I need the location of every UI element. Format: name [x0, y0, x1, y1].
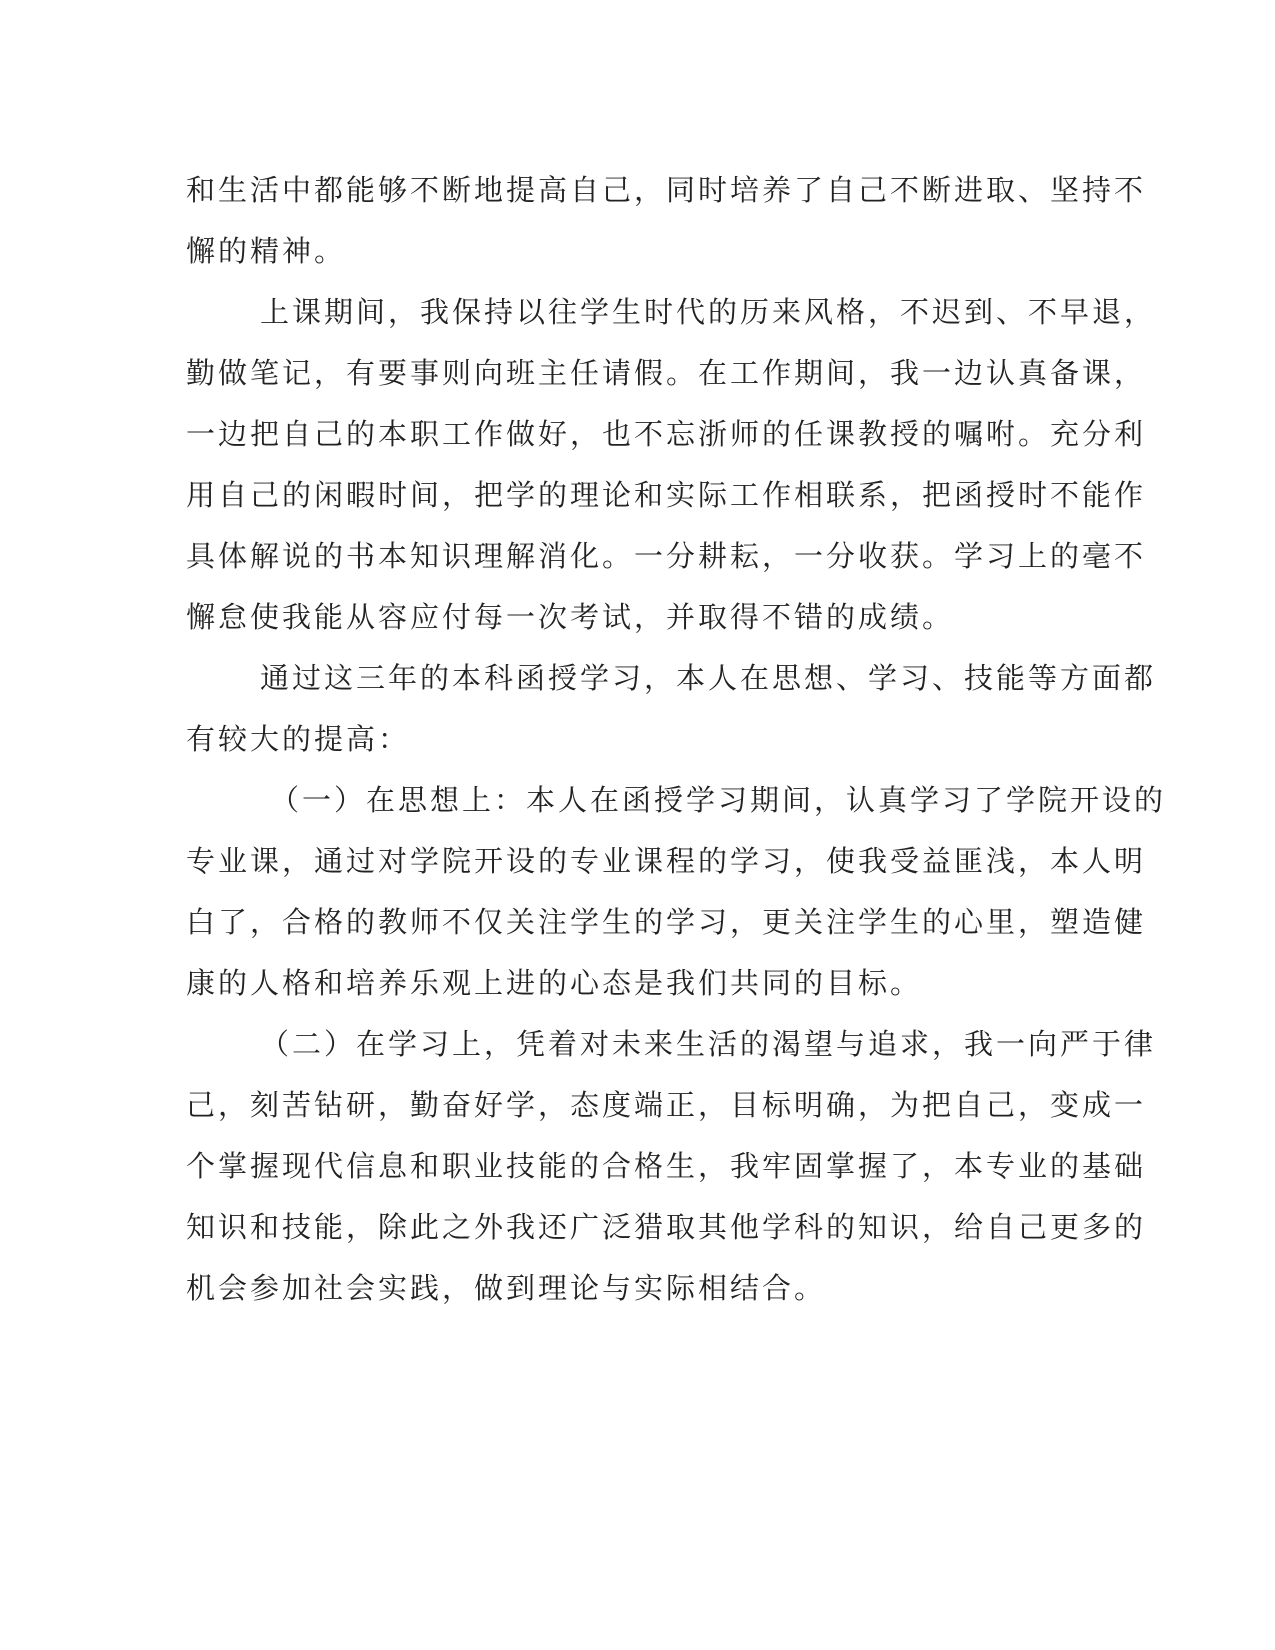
- text-line: 机会参加社会实践，做到理论与实际相结合。: [186, 1271, 827, 1305]
- text-line: 知识和技能，除此之外我还广泛猎取其他学科的知识，给自己更多的: [186, 1210, 1147, 1244]
- document-body: [186, 160, 1167, 1319]
- text-line: 己，刻苦钻研，勤奋好学，态度端正，目标明确，为把自己，变成一: [186, 1088, 1147, 1122]
- text-line: 懈怠使我能从容应付每一次考试，并取得不错的成绩。: [186, 600, 955, 634]
- text-line: 用自己的闲暇时间，把学的理论和实际工作相联系，把函授时不能作: [186, 478, 1147, 512]
- text-line: （二）在学习上，凭着对未来生活的渴望与追求，我一向严于律: [260, 1027, 1157, 1061]
- text-line: 有较大的提高：: [186, 722, 411, 756]
- text-line: （一）在思想上：本人在函授学习期间，认真学习了学院开设的: [270, 783, 1167, 817]
- text-line: 勤做笔记，有要事则向班主任请假。在工作期间，我一边认真备课，: [186, 356, 1147, 390]
- text-line: 懈的精神。: [186, 234, 347, 268]
- text-line: 白了，合格的教师不仅关注学生的学习，更关注学生的心里，塑造健: [186, 905, 1147, 939]
- text-line: 个掌握现代信息和职业技能的合格生，我牢固掌握了，本专业的基础: [186, 1149, 1147, 1183]
- text-line: 和生活中都能够不断地提高自己，同时培养了自己不断进取、坚持不: [186, 173, 1147, 207]
- text-line: 具体解说的书本知识理解消化。一分耕耘，一分收获。学习上的毫不: [186, 539, 1147, 573]
- text-line: 康的人格和培养乐观上进的心态是我们共同的目标。: [186, 966, 923, 1000]
- text-line: 专业课，通过对学院开设的专业课程的学习，使我受益匪浅，本人明: [186, 844, 1147, 878]
- text-line: 上课期间，我保持以往学生时代的历来风格，不迟到、不早退，: [260, 295, 1157, 329]
- text-line: 通过这三年的本科函授学习，本人在思想、学习、技能等方面都: [260, 661, 1157, 695]
- text-line: 一边把自己的本职工作做好，也不忘浙师的任课教授的嘱咐。充分利: [186, 417, 1147, 451]
